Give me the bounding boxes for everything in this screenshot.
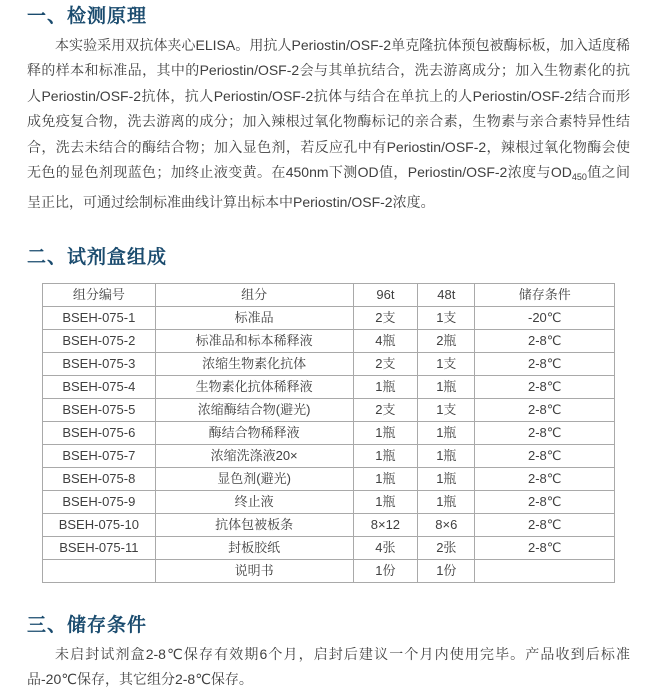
table-cell: 浓缩酶结合物(避光) bbox=[155, 398, 353, 421]
table-cell: 1瓶 bbox=[418, 421, 475, 444]
paragraph-text-after-sub: 值之间呈正比，可通过绘制标准曲线计算出标本中Periostin/OSF-2浓度。 bbox=[27, 164, 630, 211]
table-cell: 1支 bbox=[418, 306, 475, 329]
table-cell: 2-8℃ bbox=[475, 375, 615, 398]
section-storage-conditions bbox=[27, 614, 630, 693]
table-cell: 封板胶纸 bbox=[155, 536, 353, 559]
table-cell: 1瓶 bbox=[418, 467, 475, 490]
paragraph-text-before-sub: 本实验采用双抗体夹心ELISA。用抗人Periostin/OSF-2单克隆抗体预包被酶标板，加入适度稀释的样本和标准品，其中的Periostin/OSF-2会与其单抗结合，洗去游离成分；加入生物素化的抗人Periostin/OSF-2抗体，抗人Periostin/OSF-2抗体与结合在单抗上的人Periostin/OSF-2结合而形成免疫复合物，洗去游离的成分；加入辣根过氧化物酶标记的亲合素，生物素与亲合素特异性结合，洗去未结合的酶结合物；加入显色剂，若反应孔中有Periostin/OSF-2，辣根过氧化物酶会使无色的显色剂现蓝色；加终止液变黄。在450nm下测OD值，Periostin/OSF-2浓度与OD bbox=[27, 37, 630, 181]
table-cell: 1份 bbox=[418, 559, 475, 582]
table-cell: BSEH-075-3 bbox=[43, 352, 156, 375]
table-cell: 1支 bbox=[418, 398, 475, 421]
table-cell: 2-8℃ bbox=[475, 398, 615, 421]
table-row bbox=[43, 490, 615, 513]
table-row bbox=[43, 559, 615, 582]
table-body bbox=[43, 306, 615, 582]
table-cell bbox=[475, 559, 615, 582]
table-cell: 2张 bbox=[418, 536, 475, 559]
section2-title: 二、试剂盒组成 bbox=[27, 246, 168, 268]
table-cell: 2-8℃ bbox=[475, 536, 615, 559]
table-cell: 2支 bbox=[353, 352, 418, 375]
table-cell: BSEH-075-9 bbox=[43, 490, 156, 513]
table-cell: BSEH-075-7 bbox=[43, 444, 156, 467]
table-row bbox=[43, 513, 615, 536]
table-cell bbox=[43, 559, 156, 582]
table-cell: 酶结合物稀释液 bbox=[155, 421, 353, 444]
table-cell: 1瓶 bbox=[353, 467, 418, 490]
table-row bbox=[43, 467, 615, 490]
table-cell: BSEH-075-8 bbox=[43, 467, 156, 490]
table-cell: 4瓶 bbox=[353, 329, 418, 352]
table-cell: 2-8℃ bbox=[475, 467, 615, 490]
table-cell: 2-8℃ bbox=[475, 329, 615, 352]
table-cell: 1瓶 bbox=[353, 375, 418, 398]
table-row bbox=[43, 444, 615, 467]
table-cell: 标准品 bbox=[155, 306, 353, 329]
table-cell: 2-8℃ bbox=[475, 352, 615, 375]
table-cell: 浓缩洗涤液20× bbox=[155, 444, 353, 467]
column-header: 48t bbox=[418, 283, 475, 306]
table-row bbox=[43, 398, 615, 421]
table-cell: BSEH-075-1 bbox=[43, 306, 156, 329]
table-cell: 2支 bbox=[353, 398, 418, 421]
table-row bbox=[43, 375, 615, 398]
table-cell: 8×12 bbox=[353, 513, 418, 536]
table-cell: 1份 bbox=[353, 559, 418, 582]
table-cell: 2支 bbox=[353, 306, 418, 329]
table-cell: 浓缩生物素化抗体 bbox=[155, 352, 353, 375]
section3-paragraph: 未启封试剂盒2-8℃保存有效期6个月，启封后建议一个月内使用完毕。产品收到后标准品-20℃保存，其它组分2-8℃保存。 bbox=[27, 645, 630, 688]
table-row bbox=[43, 352, 615, 375]
column-header: 96t bbox=[353, 283, 418, 306]
table-cell: BSEH-075-5 bbox=[43, 398, 156, 421]
section-detection-principle bbox=[27, 5, 630, 216]
table-cell: 1瓶 bbox=[418, 375, 475, 398]
kit-components-table bbox=[42, 283, 615, 583]
table-cell: 1瓶 bbox=[353, 444, 418, 467]
table-cell: 2-8℃ bbox=[475, 513, 615, 536]
table-cell: 1瓶 bbox=[418, 444, 475, 467]
od450-subscript: 450 bbox=[571, 172, 587, 183]
table-row bbox=[43, 421, 615, 444]
section1-paragraph bbox=[27, 33, 630, 216]
table-cell: BSEH-075-2 bbox=[43, 329, 156, 352]
table-cell: 2瓶 bbox=[418, 329, 475, 352]
table-row bbox=[43, 536, 615, 559]
column-header: 组分 bbox=[155, 283, 353, 306]
section1-title: 一、检测原理 bbox=[27, 6, 148, 27]
table-cell: 显色剂(避光) bbox=[155, 467, 353, 490]
table-cell: -20℃ bbox=[475, 306, 615, 329]
column-header: 组分编号 bbox=[43, 283, 156, 306]
table-cell: BSEH-075-4 bbox=[43, 375, 156, 398]
table-cell: 1支 bbox=[418, 352, 475, 375]
table-cell: 终止液 bbox=[155, 490, 353, 513]
table-row bbox=[43, 329, 615, 352]
table-cell: 标准品和标本稀释液 bbox=[155, 329, 353, 352]
table-cell: 说明书 bbox=[155, 559, 353, 582]
column-header: 储存条件 bbox=[475, 283, 615, 306]
table-cell: 生物素化抗体稀释液 bbox=[155, 375, 353, 398]
table-cell: 2-8℃ bbox=[475, 490, 615, 513]
table-cell: BSEH-075-10 bbox=[43, 513, 156, 536]
table-cell: 2-8℃ bbox=[475, 444, 615, 467]
section3-title: 三、储存条件 bbox=[27, 614, 148, 636]
table-cell: 2-8℃ bbox=[475, 421, 615, 444]
section-kit-components bbox=[27, 246, 630, 583]
table-cell: 1瓶 bbox=[418, 490, 475, 513]
table-cell: 抗体包被板条 bbox=[155, 513, 353, 536]
table-row bbox=[43, 306, 615, 329]
table-cell: BSEH-075-11 bbox=[43, 536, 156, 559]
table-cell: 8×6 bbox=[418, 513, 475, 536]
table-header-row bbox=[43, 283, 615, 306]
table-cell: 4张 bbox=[353, 536, 418, 559]
table-cell: BSEH-075-6 bbox=[43, 421, 156, 444]
table-cell: 1瓶 bbox=[353, 490, 418, 513]
table-cell: 1瓶 bbox=[353, 421, 418, 444]
